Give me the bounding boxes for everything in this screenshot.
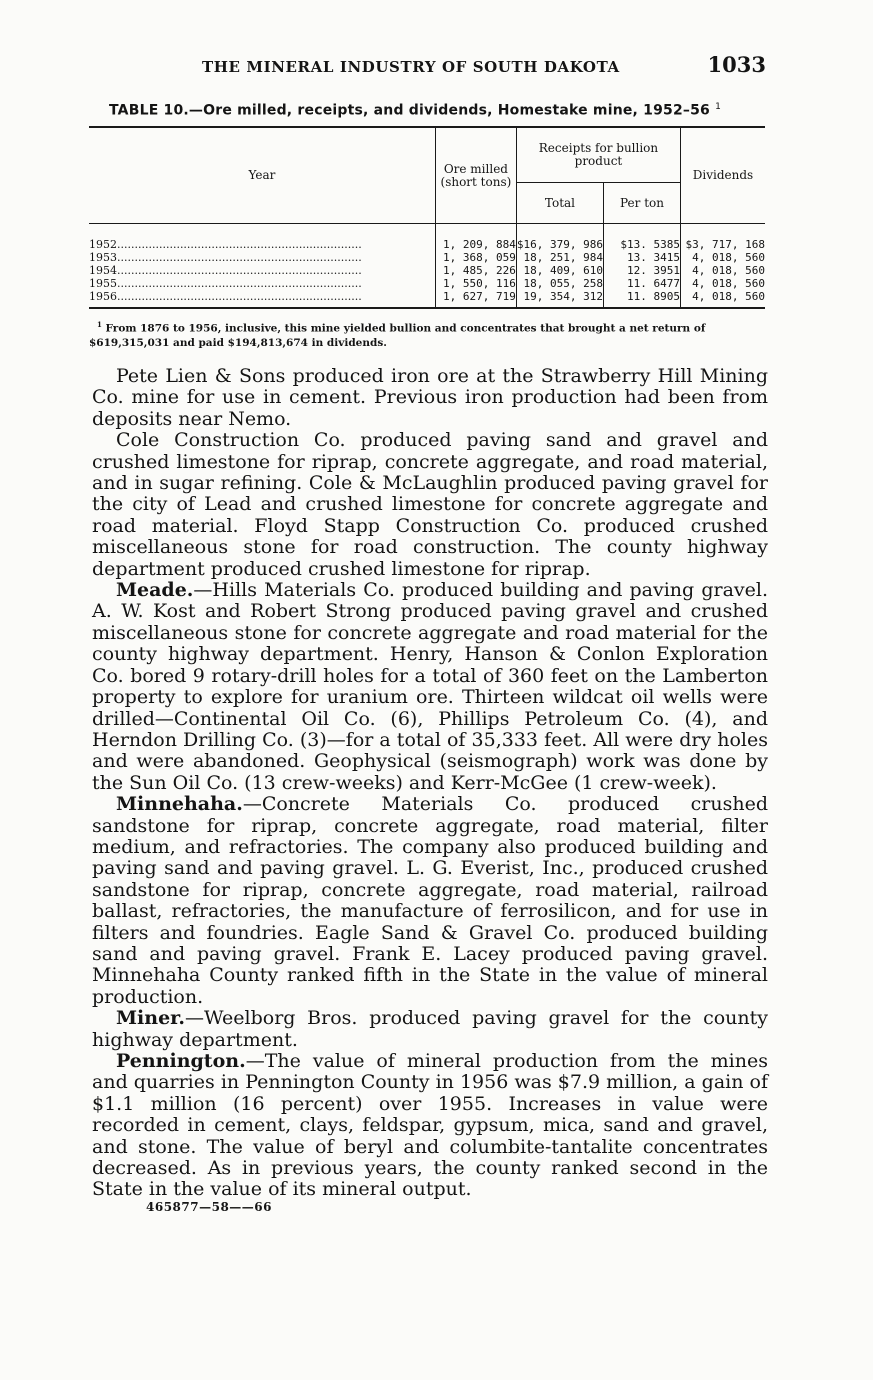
row-year: 1954	[89, 264, 117, 277]
leader-dots: ......................................................................	[117, 251, 362, 264]
paragraph-meade	[92, 580, 768, 794]
county-heading-miner: Miner.	[116, 1007, 186, 1030]
table-row	[89, 290, 765, 308]
row-total: 18, 409, 610	[516, 264, 603, 277]
table-caption-text: TABLE 10.—Ore milled, receipts, and dividends, Homestake mine, 1952–56	[109, 102, 710, 119]
ore-milled-table	[89, 126, 765, 309]
paragraph-minnehaha	[92, 794, 768, 1008]
row-dividends: 4, 018, 560	[681, 251, 766, 264]
county-heading-meade: Meade.	[116, 579, 194, 602]
row-year: 1955	[89, 277, 117, 290]
header-receipts: Receipts for bullion product	[516, 127, 680, 183]
paragraph-pennington	[92, 1051, 768, 1201]
leader-dots: ......................................................................	[117, 290, 362, 303]
row-ore-milled: 1, 627, 719	[435, 290, 516, 308]
running-title: THE MINERAL INDUSTRY OF SOUTH DAKOTA	[202, 58, 620, 76]
table-caption	[109, 102, 721, 119]
row-year: 1952	[89, 238, 117, 251]
paragraph-miner	[92, 1008, 768, 1051]
row-per-ton: 12. 3951	[604, 264, 681, 277]
table-row	[89, 224, 765, 252]
row-dividends: 4, 018, 560	[681, 264, 766, 277]
leader-dots: ......................................................................	[117, 238, 362, 251]
row-year: 1953	[89, 251, 117, 264]
table-caption-note-mark: 1	[715, 102, 722, 112]
county-heading-minnehaha: Minnehaha.	[116, 793, 243, 816]
row-dividends: 4, 018, 560	[681, 290, 766, 308]
header-year: Year	[89, 127, 435, 224]
row-per-ton: 13. 3415	[604, 251, 681, 264]
paragraph-miner-text: —Weelborg Bros. produced paving gravel for the county highway department.	[92, 1007, 768, 1051]
row-total: 18, 055, 258	[516, 277, 603, 290]
paragraph-minnehaha-text: —Concrete Materials Co. produced crushed sandstone for riprap, concrete aggregate, road material, filter medium, and refractories. The company also produced building and paving sand and paving gravel. L. G. Everist, Inc., produced crushed sandstone for riprap, concrete aggregate, road material, railroad ballast, refractories, the manufacture of ferrosilicon, and for use in filters and foundries. Eagle Sand & Gravel Co. produced building sand and paving gravel. Frank E. Lacey produced paving gravel. Minnehaha County ranked fifth in the State in the value of mineral production.	[92, 793, 768, 1008]
table-row	[89, 264, 765, 277]
running-head	[92, 52, 768, 82]
page-number: 1033	[707, 52, 766, 77]
row-dividends: 4, 018, 560	[681, 277, 766, 290]
header-per-ton: Per ton	[604, 183, 681, 224]
row-ore-milled: 1, 485, 226	[435, 264, 516, 277]
row-per-ton: $13. 5385	[604, 224, 681, 252]
row-per-ton: 11. 8905	[604, 290, 681, 308]
header-total: Total	[516, 183, 603, 224]
footnote-text: From 1876 to 1956, inclusive, this mine yielded bullion and concentrates that brought a net return of $619,315,031 and paid $194,813,674 in dividends.	[89, 322, 706, 349]
row-ore-milled: 1, 550, 116	[435, 277, 516, 290]
table-footnote	[89, 318, 769, 350]
row-total: $16, 379, 986	[516, 224, 603, 252]
row-dividends: $3, 717, 168	[681, 224, 766, 252]
footnote-mark: 1	[97, 320, 102, 329]
paragraph-meade-text: —Hills Materials Co. produced building and paving gravel. A. W. Kost and Robert Strong produced paving gravel and crushed miscellaneous stone for concrete aggregate and road material for the county highway department. Henry, Hanson & Conlon Exploration Co. bored 9 rotary-drill holes for a total of 360 feet on the Lamberton property to explore for uranium ore. Thirteen wildcat oil wells were drilled—Continental Oil Co. (6), Phillips Petroleum Co. (4), and Herndon Drilling Co. (3)—for a total of 35,333 feet. All were dry holes and were abandoned. Geophysical (seismograph) work was done by the Sun Oil Co. (13 crew-weeks) and Kerr-McGee (1 crew-week).	[92, 579, 768, 794]
table-row	[89, 277, 765, 290]
paragraph-iron-ore: Pete Lien & Sons produced iron ore at the Strawberry Hill Mining Co. mine for use in cement. Previous iron production had been from deposits near Nemo.	[92, 365, 768, 430]
row-ore-milled: 1, 209, 884	[435, 224, 516, 252]
leader-dots: ......................................................................	[117, 277, 362, 290]
row-per-ton: 11. 6477	[604, 277, 681, 290]
row-total: 19, 354, 312	[516, 290, 603, 308]
paragraph-pennington-text: —The value of mineral production from the mines and quarries in Pennington County in 1956 was $7.9 million, a gain of $1.1 million (16 percent) over 1955. Increases in value were recorded in cement, clays, feldspar, gypsum, mica, sand and gravel, and stone. The value of beryl and columbite-tantalite concentrates decreased. As in previous years, the county ranked second in the State in the value of its mineral output.	[92, 1050, 768, 1201]
row-total: 18, 251, 984	[516, 251, 603, 264]
paragraph-cole-construction: Cole Construction Co. produced paving sand and gravel and crushed limestone for riprap, concrete aggregate, and road material, and in sugar refining. Cole & McLaughlin produced paving gravel for the city of Lead and crushed limestone for concrete aggregate and road material. Floyd Stapp Construction Co. produced crushed miscellaneous stone for road construction. The county highway department produced crushed limestone for riprap.	[92, 429, 768, 580]
leader-dots: ......................................................................	[117, 264, 362, 277]
printer-code: 465877—58——66	[146, 1200, 272, 1214]
header-dividends: Dividends	[681, 127, 766, 224]
body-text	[92, 366, 768, 1201]
row-year: 1956	[89, 290, 117, 303]
table-row	[89, 251, 765, 264]
header-ore-milled: Ore milled (short tons)	[435, 127, 516, 224]
row-ore-milled: 1, 368, 059	[435, 251, 516, 264]
county-heading-pennington: Pennington.	[116, 1050, 246, 1072]
